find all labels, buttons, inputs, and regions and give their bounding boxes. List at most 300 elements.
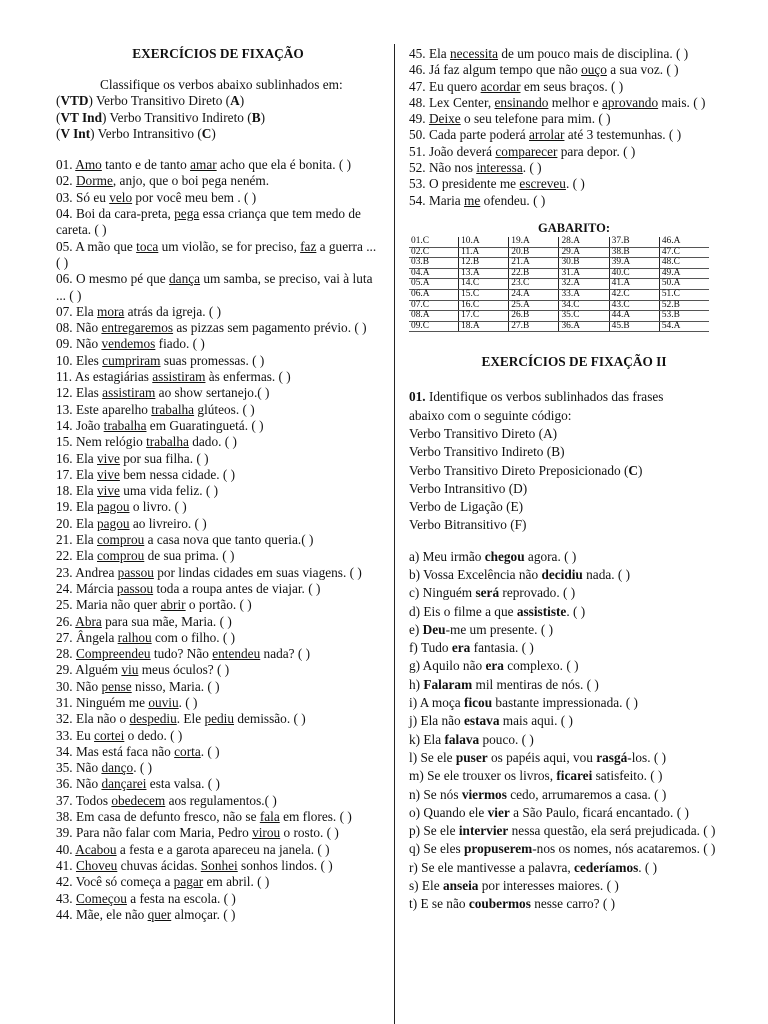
text-segment: 33. Eu: [56, 727, 95, 743]
text-segment: 31. Ninguém me: [56, 694, 149, 710]
bold-text: chegou: [484, 548, 525, 564]
answer-key-cell: 12.B: [459, 258, 509, 269]
bold-text: puser: [455, 749, 488, 765]
text-segment: ): [638, 462, 643, 478]
text-segment: ): [239, 93, 245, 109]
exercise-item: [56, 744, 380, 760]
text-segment: 04. Boi da cara-preta,: [56, 206, 175, 222]
answer-key-cell: 10.A: [459, 237, 509, 247]
answer-key-cell: 47.C: [659, 247, 709, 258]
text-segment: g) Aquilo não: [409, 658, 486, 674]
bold-text: será: [475, 585, 500, 601]
exercise-item: [56, 499, 380, 515]
text-segment: chuvas ácidas.: [117, 857, 201, 873]
answer-key-cell: 37.B: [609, 237, 659, 247]
underlined-verb: pense: [101, 678, 132, 694]
underlined-verb: comprou: [97, 548, 145, 564]
underlined-verb: assistiram: [102, 385, 156, 401]
text-segment: (: [56, 109, 61, 125]
text-segment: às enfermas. ( ): [205, 369, 291, 385]
text-segment: 15. Nem relógio: [56, 434, 147, 450]
exercise-item: [56, 548, 380, 564]
exercise-item: [56, 467, 380, 483]
sentence-item: [409, 566, 739, 584]
text-segment: 19. Ela: [56, 499, 97, 515]
answer-key-title: GABARITO:: [537, 220, 610, 235]
bold-text: viermos: [461, 786, 507, 802]
exercise-item: [56, 891, 380, 907]
bold-text: rasgá: [596, 749, 628, 765]
spacer: [56, 142, 380, 157]
underlined-verb: passou: [116, 580, 154, 596]
bold-text: B: [251, 109, 261, 125]
text-segment: aos regulamentos.( ): [165, 792, 277, 808]
text-segment: 34. Mas está faca não: [56, 743, 175, 759]
intro-line: [409, 516, 739, 534]
text-segment: Verbo Transitivo Direto (A): [409, 425, 558, 441]
exercise-item: [56, 776, 380, 792]
text-segment: 53. O presidente me: [409, 176, 520, 192]
underlined-verb: faz: [300, 238, 317, 254]
underlined-verb: necessita: [450, 46, 498, 61]
text-segment: 43.: [56, 890, 76, 906]
text-segment: k) Ela: [409, 731, 445, 747]
answer-key-cell: 24.A: [509, 289, 559, 300]
text-segment: por você meu bem . ( ): [132, 189, 257, 205]
underlined-verb: obedecem: [111, 792, 166, 808]
underlined-verb: Deixe: [428, 111, 461, 127]
answer-key-cell: 54.A: [659, 321, 709, 332]
exercise-item: [56, 239, 380, 272]
text-segment: em seus braços. ( ): [520, 78, 624, 94]
exercise-item: [56, 874, 380, 890]
bold-text: decidiu: [541, 566, 583, 582]
answer-key-row: [409, 247, 709, 258]
text-segment: a sua voz. ( ): [606, 62, 679, 78]
exercise-item: [56, 353, 380, 369]
answer-key-cell: 07.C: [409, 300, 459, 311]
underlined-verb: trabalha: [146, 434, 189, 450]
underlined-verb: arrolar: [529, 127, 565, 143]
text-segment: . ( ): [133, 760, 153, 776]
underlined-verb: corta: [174, 743, 201, 759]
underlined-verb: Choveu: [75, 857, 118, 873]
text-segment: 36. Não: [56, 776, 102, 792]
exercise-item: [409, 193, 739, 209]
code-line: [56, 126, 380, 142]
exercise-item: [56, 793, 380, 809]
answer-key-cell: 36.A: [559, 321, 609, 332]
answer-key-row: [409, 237, 709, 247]
sentence-item: [409, 822, 739, 840]
exercise-item: [56, 206, 380, 239]
text-segment: -los. ( ): [627, 749, 667, 765]
exercise-item: [409, 111, 739, 127]
text-segment: o dedo. ( ): [124, 727, 183, 743]
text-segment: 11. As estagiárias: [56, 369, 153, 385]
answer-key-cell: 40.C: [609, 268, 659, 279]
exercise-item: [56, 385, 380, 401]
exercise-item: [56, 858, 380, 874]
text-segment: t) E se não: [409, 896, 469, 912]
text-segment: o seu telefone para mim. ( ): [460, 111, 611, 127]
code-list: [56, 93, 380, 142]
answer-key-cell: 41.A: [609, 279, 659, 290]
text-segment: ): [260, 109, 265, 125]
underlined-verb: acordar: [480, 78, 521, 94]
exercise-item: [56, 304, 380, 320]
text-segment: uma vida feliz. ( ): [119, 483, 219, 499]
exercise-list-continued: [409, 46, 739, 209]
underlined-verb: Acabou: [75, 841, 117, 857]
exercise-item: [409, 160, 739, 176]
text-segment: 54. Maria: [409, 192, 465, 208]
text-segment: a guerra ... ( ): [56, 238, 377, 270]
text-segment: q) Se eles: [409, 841, 465, 857]
bold-text: C: [628, 462, 638, 478]
text-segment: 18. Ela: [56, 483, 97, 499]
text-segment: 16. Ela: [56, 450, 97, 466]
text-segment: demissão. ( ): [234, 711, 306, 727]
underlined-verb: cumpriram: [102, 352, 161, 368]
exercise-item: [56, 418, 380, 434]
answer-key-cell: 17.C: [459, 311, 509, 322]
answer-key-cell: 45.B: [609, 321, 659, 332]
bold-text: ficarei: [556, 768, 593, 784]
answer-key-cell: 48.C: [659, 258, 709, 269]
text-segment: almoçar. ( ): [171, 906, 236, 922]
text-segment: satisfeito. ( ): [592, 768, 663, 784]
sentence-item: [409, 877, 739, 895]
text-segment: , anjo, que o boi pega neném.: [112, 173, 270, 189]
answer-key-cell: 43.C: [609, 300, 659, 311]
text-segment: meus óculos? ( ): [138, 662, 230, 678]
text-segment: ofendeu. ( ): [480, 192, 546, 208]
bold-text: vier: [487, 804, 510, 820]
answer-key-row: [409, 321, 709, 332]
answer-key-cell: 06.A: [409, 289, 459, 300]
answer-key-cell: 18.A: [459, 321, 509, 332]
underlined-verb: danço: [101, 760, 134, 776]
text-segment: 37. Todos: [56, 792, 112, 808]
text-segment: por sua filha. ( ): [119, 450, 209, 466]
answer-key-cell: 16.C: [459, 300, 509, 311]
underlined-verb: interessa: [476, 160, 523, 176]
sentence-item: [409, 749, 739, 767]
text-segment: Verbo Transitivo Indireto (B): [409, 444, 565, 460]
underlined-verb: vive: [97, 450, 120, 466]
exercise-item: [56, 614, 380, 630]
answer-key-cell: 53.B: [659, 311, 709, 322]
text-segment: o rosto. ( ): [280, 825, 339, 841]
text-segment: l) Se ele: [409, 749, 456, 765]
answer-key-cell: 20.B: [509, 247, 559, 258]
text-segment: d) Eis o filme a que: [409, 603, 517, 619]
text-segment: acho que ela é bonita. ( ): [216, 157, 352, 173]
text-segment: 23. Andrea: [56, 564, 118, 580]
exercise-item: [56, 434, 380, 450]
text-segment: ao show sertanejo.( ): [155, 385, 270, 401]
text-segment: cedo, arrumaremos a casa. ( ): [506, 786, 667, 802]
text-segment: esta valsa. ( ): [146, 776, 220, 792]
text-segment: 13. Este aparelho: [56, 401, 152, 417]
answer-key-cell: 51.C: [659, 289, 709, 300]
underlined-verb: assistiram: [152, 369, 206, 385]
exercise-2-intro: [409, 388, 739, 534]
text-segment: (: [56, 125, 61, 141]
bold-text: anseia: [442, 878, 479, 894]
text-segment: o) Quando ele: [409, 804, 488, 820]
text-segment: suas promessas. ( ): [160, 352, 265, 368]
bold-text: coubermos: [468, 896, 531, 912]
text-segment: 30. Não: [56, 678, 102, 694]
answer-key-cell: 49.A: [659, 268, 709, 279]
underlined-verb: dança: [169, 271, 201, 287]
text-segment: nada? ( ): [260, 646, 311, 662]
exercise-item: [56, 597, 380, 613]
text-segment: b) Vossa Excelência não: [409, 566, 542, 582]
bold-text: C: [201, 125, 212, 141]
text-segment: ): [211, 125, 216, 141]
answer-key-row: [409, 258, 709, 269]
text-segment: tanto e de tanto: [101, 157, 191, 173]
underlined-verb: toca: [136, 238, 159, 254]
exercise-item: [56, 907, 380, 923]
underlined-verb: velo: [109, 189, 133, 205]
exercise-item: [56, 646, 380, 662]
text-segment: reprovado. ( ): [499, 585, 576, 601]
sentence-item: [409, 694, 739, 712]
exercise-item: [56, 679, 380, 695]
underlined-verb: entendeu: [212, 646, 261, 662]
exercise-item: [409, 144, 739, 160]
exercise-item: [56, 516, 380, 532]
answer-key-row: [409, 268, 709, 279]
bold-text: intervier: [458, 823, 509, 839]
bold-text: era: [451, 640, 471, 656]
text-segment: 24. Márcia: [56, 580, 117, 596]
text-segment: 01.: [56, 157, 76, 173]
text-segment: abaixo com o seguinte código:: [409, 407, 572, 423]
intro-line: [409, 407, 739, 425]
text-segment: 20. Ela: [56, 515, 97, 531]
bold-text: assististe: [516, 603, 567, 619]
text-segment: mil mentiras de nós. ( ): [472, 676, 599, 692]
text-segment: 40.: [56, 841, 76, 857]
sentence-item: [409, 639, 739, 657]
underlined-verb: dançarei: [101, 776, 147, 792]
text-segment: . ( ): [566, 603, 586, 619]
text-segment: 38. Em casa de defunto fresco, não se: [56, 809, 260, 825]
text-segment: s) Ele: [409, 878, 443, 894]
instruction-text: Classifique os verbos abaixo sublinhados em:: [100, 77, 343, 92]
exercise-item: [56, 565, 380, 581]
text-segment: um violão, se for preciso,: [158, 238, 301, 254]
underlined-verb: comparecer: [495, 143, 558, 159]
bold-text: ficou: [464, 695, 493, 711]
sentence-item: [409, 657, 739, 675]
underlined-verb: me: [464, 192, 481, 208]
text-segment: nessa questão, ela será prejudicada. ( ): [508, 823, 716, 839]
underlined-verb: Compreendeu: [75, 646, 151, 662]
exercise-2-sentences: [409, 548, 739, 914]
answer-key-cell: 11.A: [459, 247, 509, 258]
text-segment: . ( ): [178, 694, 198, 710]
bold-text: VT Ind: [60, 109, 102, 125]
answer-key-cell: 38.B: [609, 247, 659, 258]
underlined-verb: despediu: [129, 711, 177, 727]
exercise-item: [56, 711, 380, 727]
text-segment: um samba, se preciso, vai à luta ... ( ): [56, 271, 373, 303]
exercise-item: [56, 336, 380, 352]
underlined-verb: abrir: [160, 597, 186, 613]
text-segment: melhor e: [548, 94, 602, 110]
exercise-item: [56, 483, 380, 499]
answer-key-cell: 28.A: [559, 237, 609, 247]
bold-text: VTD: [60, 93, 89, 109]
underlined-verb: Começou: [75, 890, 127, 906]
text-segment: 45. Ela: [409, 46, 450, 61]
text-segment: . ( ): [638, 859, 658, 875]
answer-key-cell: 26.B: [509, 311, 559, 322]
text-segment: as pizzas sem pagamento prévio. ( ): [173, 320, 367, 336]
exercise-item: [409, 79, 739, 95]
underlined-verb: pega: [174, 206, 200, 222]
exercise-item: [56, 271, 380, 304]
answer-key-cell: 50.A: [659, 279, 709, 290]
underlined-verb: escreveu: [519, 176, 566, 192]
answer-key-cell: 32.A: [559, 279, 609, 290]
text-segment: por interesses maiores. ( ): [478, 878, 619, 894]
text-segment: (: [56, 93, 61, 109]
text-segment: para sua mãe, Maria. ( ): [101, 613, 232, 629]
answer-key-cell: 27.B: [509, 321, 559, 332]
text-segment: o livro. ( ): [129, 499, 187, 515]
exercise-title-2: EXERCÍCIOS DE FIXAÇÃO II: [481, 354, 667, 370]
text-segment: n) Se nós: [409, 786, 462, 802]
answer-key-cell: 03.B: [409, 258, 459, 269]
text-segment: 29. Alguém: [56, 662, 122, 678]
intro-line: [409, 498, 739, 516]
text-segment: mais. ( ): [658, 94, 706, 110]
bold-text: estava: [464, 713, 500, 729]
text-segment: até 3 testemunhas. ( ): [564, 127, 682, 143]
answer-key-cell: 15.C: [459, 289, 509, 300]
answer-key-cell: 44.A: [609, 311, 659, 322]
underlined-verb: vive: [97, 466, 120, 482]
underlined-verb: ouço: [581, 62, 607, 78]
underlined-verb: passou: [117, 564, 154, 580]
text-segment: 25. Maria não quer: [56, 597, 161, 613]
underlined-verb: Amo: [75, 157, 102, 173]
text-segment: os papéis aqui, vou: [487, 749, 597, 765]
underlined-verb: vive: [97, 483, 120, 499]
answer-key-cell: 25.A: [509, 300, 559, 311]
text-segment: essa criança que tem medo de careta. ( ): [56, 206, 361, 238]
text-segment: toda a roupa antes de viajar. ( ): [153, 580, 321, 596]
code-line: [56, 93, 380, 109]
underlined-verb: quer: [147, 906, 172, 922]
text-segment: atrás da igreja. ( ): [124, 303, 222, 319]
text-segment: complexo. ( ): [503, 658, 579, 674]
underlined-verb: comprou: [97, 532, 145, 548]
intro-line: [409, 462, 739, 480]
exercise-item: [56, 728, 380, 744]
sentence-item: [409, 676, 739, 694]
exercise-item: [409, 127, 739, 143]
exercise-item: [56, 581, 380, 597]
text-segment: e): [409, 621, 423, 637]
text-segment: sonhos lindos. ( ): [237, 857, 333, 873]
text-segment: . ( ): [522, 160, 542, 176]
answer-key-cell: 04.A: [409, 268, 459, 279]
text-segment: em abril. ( ): [203, 874, 270, 890]
text-segment: 26.: [56, 613, 76, 629]
text-segment: glúteos. ( ): [194, 401, 255, 417]
sentence-item: [409, 584, 739, 602]
text-segment: 05. A mão que: [56, 238, 137, 254]
sentence-item: [409, 840, 739, 858]
text-segment: 50. Cada parte poderá: [409, 127, 529, 143]
text-segment: 17. Ela: [56, 466, 97, 482]
intro-line: [409, 388, 739, 406]
text-segment: 06. O mesmo pé que: [56, 271, 170, 287]
text-segment: r) Se ele mantivesse a palavra,: [409, 859, 575, 875]
text-segment: 44. Mãe, ele não: [56, 906, 148, 922]
answer-key-cell: 13.A: [459, 268, 509, 279]
text-segment: ) Verbo Transitivo Indireto (: [101, 109, 252, 125]
text-segment: a) Meu irmão: [409, 548, 485, 564]
underlined-verb: cortei: [94, 727, 125, 743]
underlined-verb: trabalha: [151, 401, 195, 417]
text-segment: pouco. ( ): [479, 731, 534, 747]
exercise-item: [56, 532, 380, 548]
text-segment: 21. Ela: [56, 532, 97, 548]
answer-key-cell: 34.C: [559, 300, 609, 311]
answer-key-cell: 30.B: [559, 258, 609, 269]
code-line: [56, 110, 380, 126]
underlined-verb: viu: [121, 662, 139, 678]
text-segment: i) A moça: [409, 695, 465, 711]
intro-line: [409, 443, 739, 461]
underlined-verb: vendemos: [101, 336, 156, 352]
sentence-item: [409, 621, 739, 639]
answer-key-cell: 09.C: [409, 321, 459, 332]
text-segment: Verbo Intransitivo (D): [409, 480, 528, 496]
text-segment: 42. Você só começa a: [56, 874, 174, 890]
text-segment: 35. Não: [56, 760, 102, 776]
answer-key-cell: 33.A: [559, 289, 609, 300]
exercise-item: [56, 825, 380, 841]
exercise-item: [56, 760, 380, 776]
bold-text: A: [230, 93, 240, 109]
text-segment: em Guaratinguetá. ( ): [146, 417, 264, 433]
exercise-list: [56, 157, 380, 923]
answer-key-cell: 19.A: [509, 237, 559, 247]
text-segment: com o filho. ( ): [151, 629, 236, 645]
answer-key-row: [409, 289, 709, 300]
text-segment: de um pouco mais de disciplina. ( ): [498, 46, 689, 61]
spacer: [409, 535, 739, 548]
answer-key-cell: 22.B: [509, 268, 559, 279]
exercise-item: [409, 95, 739, 111]
text-segment: a festa e a garota apareceu na janela. ( ): [116, 841, 330, 857]
text-segment: 32. Ela não o: [56, 711, 130, 727]
text-segment: por lindas cidades em suas viagens. ( ): [153, 564, 362, 580]
exercise-item: [56, 173, 380, 189]
text-segment: . ( ): [200, 743, 220, 759]
underlined-verb: amar: [190, 157, 217, 173]
